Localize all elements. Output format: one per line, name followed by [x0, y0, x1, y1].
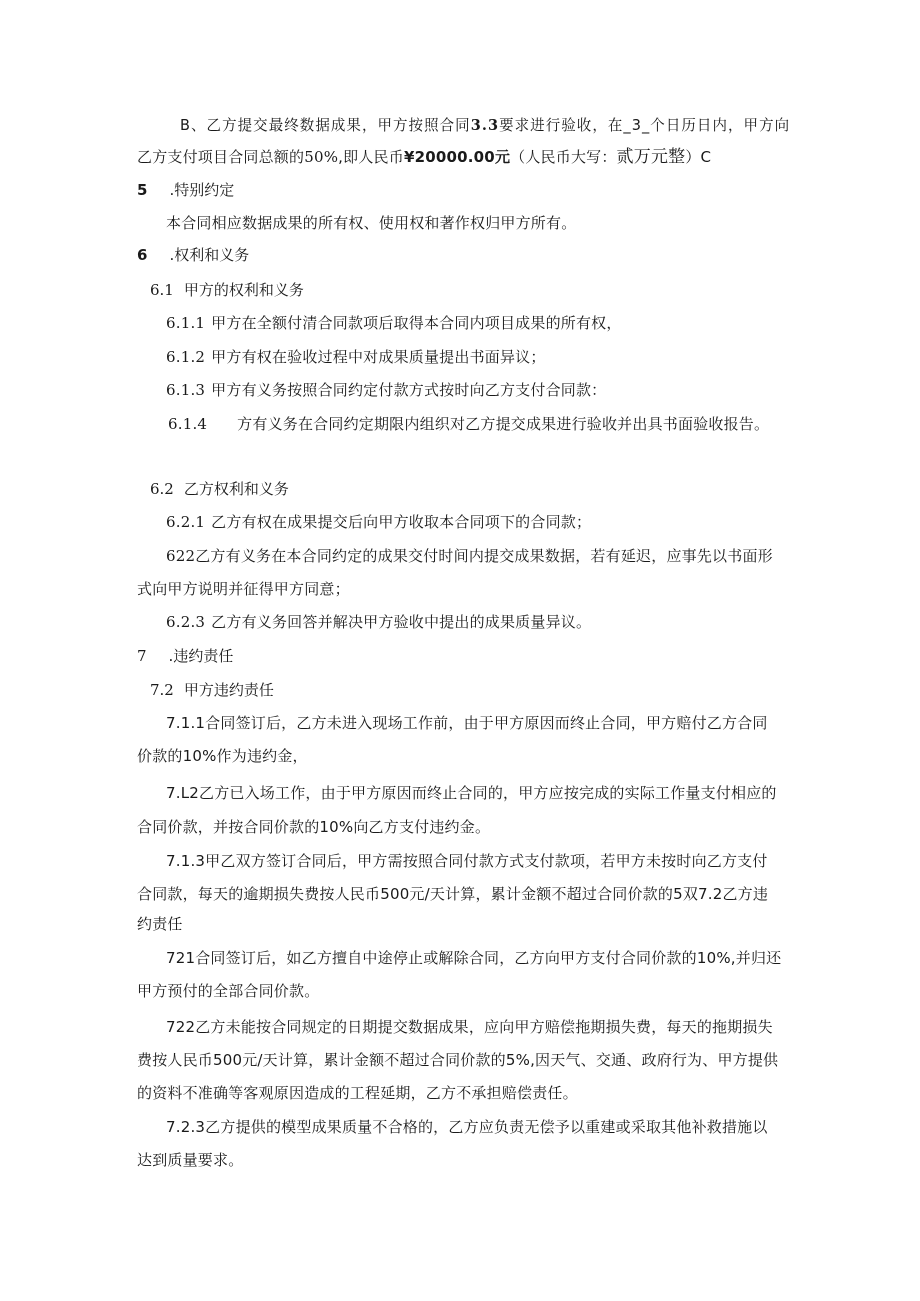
amount-uppercase: 贰万元整: [616, 147, 686, 167]
subsection-title: 甲方的权利和义务: [183, 281, 304, 299]
clause-7-1-3-line-2: 合同款，每天的逾期损失费按人民币500元/天计算，累计金额不超过合同价款的5双7.2乙方违: [137, 885, 769, 903]
subsection-6-1-heading: [150, 280, 304, 300]
clause-7-2-1-line-2: 甲方预付的全部合同价款。: [137, 982, 320, 1000]
clause-6-2-2-line-1: [166, 546, 773, 566]
clause-6-2-2-line-2: 式向甲方说明并征得甲方同意；: [137, 580, 350, 598]
clause-number: 6.2.3: [166, 613, 206, 631]
clause-6-2-3: [166, 612, 591, 632]
subsection-number: 7.2: [150, 681, 174, 699]
clause-number: 6.1.4: [168, 415, 208, 433]
section-b-text-1: 乙方提交最终数据成果，甲方按照合同: [206, 116, 471, 134]
section-b2-text-2: ,即人民币: [338, 148, 404, 166]
payment-amount: ¥20000.00: [403, 148, 495, 166]
clause-7-2-2-line-2: 费按人民币500元/天计算，累计金额不超过合同价款的5%,因天气、交通、政府行为、甲方提供: [137, 1051, 779, 1069]
section-number: 6: [137, 246, 148, 264]
section-b-line-2: [137, 147, 711, 167]
clause-7-2-1-line-1: 721合同签订后，如乙方擅自中途停止或解除合同，乙方向甲方支付合同价款的10%,并归还: [166, 949, 782, 967]
section-5-body: 本合同相应数据成果的所有权、使用权和著作权归甲方所有。: [166, 214, 577, 232]
section-title: .权利和义务: [169, 246, 250, 264]
subsection-title: 乙方权利和义务: [183, 480, 289, 498]
clause-6-1-2: [166, 347, 546, 367]
clause-text: 方有义务在合同约定期限内组织对乙方提交成果进行验收并出具书面验收报告。: [237, 415, 770, 433]
clause-7-1-3-line-1: 7.1.3甲乙双方签订合同后，甲方需按照合同付款方式支付款项，若甲方未按时向乙方支付: [166, 852, 768, 870]
clause-text: 乙方有义务回答并解决甲方验收中提出的成果质量异议。: [211, 613, 592, 631]
clause-7-1-2-line-1: 7.L2乙方已入场工作，由于甲方原因而终止合同的，甲方应按完成的实际工作量支付相应的: [166, 784, 777, 802]
clause-number: 6.2.1: [166, 513, 206, 531]
section-b-text-2: 要求进行验收，在: [499, 116, 624, 134]
clause-text: 甲方在全额付清合同款项后取得本合同内项目成果的所有权，: [211, 314, 622, 332]
section-b-line-1: [180, 115, 790, 135]
clause-6-1-3: [166, 380, 606, 400]
uppercase-label: （人民币大写：: [510, 148, 617, 166]
currency-unit: 元: [494, 148, 511, 166]
paren-close: ）C: [685, 148, 712, 166]
clause-6-1-1: [166, 313, 622, 333]
section-6-heading: [137, 245, 249, 265]
clause-7-1-1-line-1: 7.1.1合同签订后，乙方未进入现场工作前，由于甲方原因而终止合同，甲方赔付乙方合同: [166, 714, 768, 732]
clause-text: 甲方有权在验收过程中对成果质量提出书面异议；: [211, 348, 546, 366]
clause-text: 甲方有义务按照合同约定付款方式按时向乙方支付合同款：: [211, 381, 607, 399]
clause-7-1-3-line-3: 约责任: [137, 915, 183, 933]
subsection-number: 6.2: [150, 480, 174, 498]
clause-number: 6.1.2: [166, 348, 206, 366]
section-number: 5: [137, 181, 148, 199]
subsection-title: 甲方违约责任: [183, 681, 274, 699]
section-5-heading: [137, 180, 234, 200]
section-7-heading: [137, 646, 233, 666]
contract-clause-ref: 3.3: [470, 116, 500, 134]
section-title: .特别约定: [169, 181, 235, 199]
subsection-number: 6.1: [150, 281, 174, 299]
section-b-lead: B、: [180, 116, 207, 134]
subsection-7-2-heading: [150, 680, 274, 700]
clause-7-2-2-line-3: 的资料不准确等客观原因造成的工程延期，乙方不承担赔偿责任。: [137, 1084, 578, 1102]
clause-number: 6.1.3: [166, 381, 206, 399]
clause-6-2-1: [166, 512, 591, 532]
section-b-text-3: 个日历日内，甲方向: [650, 116, 791, 134]
clause-number: 6.1.1: [166, 314, 206, 332]
section-title: .违约责任: [168, 647, 234, 665]
payment-percent: 50%: [304, 148, 339, 166]
clause-7-2-2-line-1: 722乙方未能按合同规定的日期提交数据成果，应向甲方赔偿拖期损失费，每天的拖期损失: [166, 1018, 773, 1036]
section-number: 7: [137, 647, 147, 665]
clause-7-2-3-line-2: 达到质量要求。: [137, 1151, 244, 1169]
clause-text: 乙方有义务在本合同约定的成果交付时间内提交成果数据，若有延迟，应事先以书面形: [195, 547, 773, 565]
section-b2-text-1: 乙方支付项目合同总额的: [137, 148, 305, 166]
clause-number: 622: [166, 547, 196, 565]
clause-text: 乙方有权在成果提交后向甲方收取本合同项下的合同款；: [211, 513, 592, 531]
clause-7-1-2-line-2: 合同价款，并按合同价款的10%向乙方支付违约金。: [137, 818, 491, 836]
days-blank: _3_: [623, 116, 651, 134]
subsection-6-2-heading: [150, 479, 289, 499]
clause-7-1-1-line-2: 价款的10%作为违约金，: [137, 747, 308, 765]
clause-6-1-4: [168, 414, 769, 434]
clause-7-2-3-line-1: 7.2.3乙方提供的模型成果质量不合格的，乙方应负责无偿予以重建或采取其他补救措施以: [166, 1118, 768, 1136]
